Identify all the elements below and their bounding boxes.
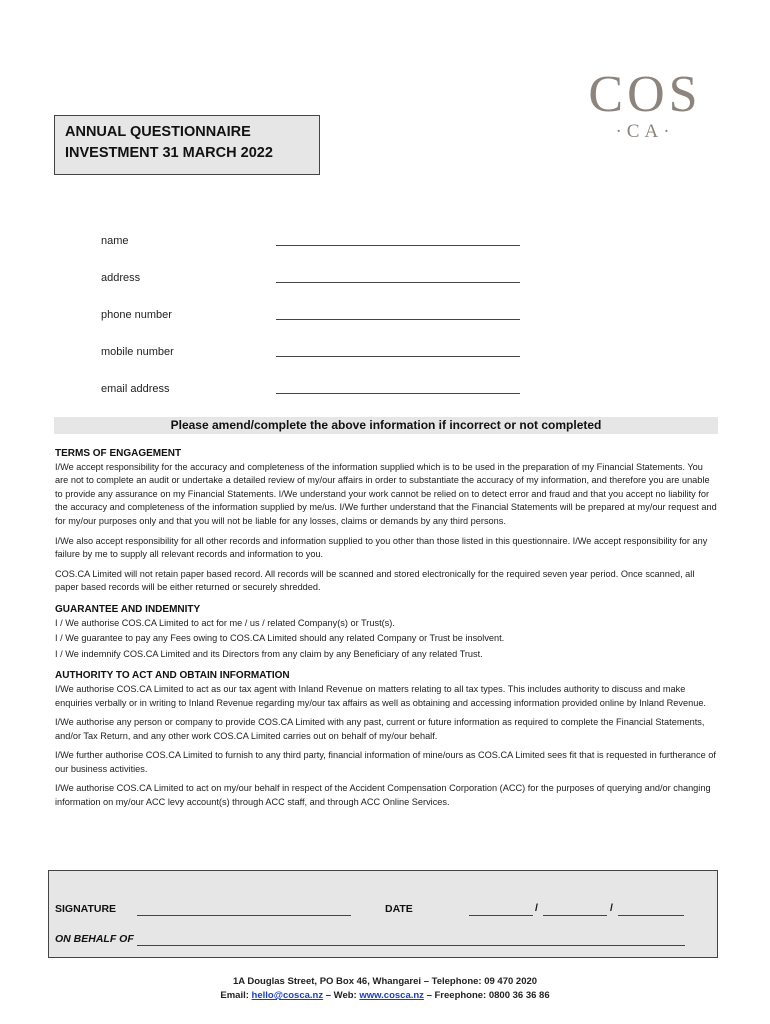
- email-label: email address: [101, 383, 170, 395]
- name-field[interactable]: [276, 245, 520, 246]
- terms-paragraph-3: COS.CA Limited will not retain paper based record. All records will be scanned and stored electronically for the required seven year period. Once scanned, all paper based records will be either returned or securely shredded.: [55, 568, 695, 593]
- mobile-label: mobile number: [101, 346, 174, 358]
- authority-paragraph-2: I/We authorise any person or company to provide COS.CA Limited with any past, current or future information as required to complete the Financial Statements, and/or Tax Return, and any other work COS.CA Limited carries out on behalf of my/our behalf.: [55, 717, 705, 741]
- authority-heading: AUTHORITY TO ACT AND OBTAIN INFORMATION: [55, 670, 290, 682]
- cosca-logo: [570, 68, 720, 158]
- title-line-1: ANNUAL QUESTIONNAIRE: [65, 124, 251, 140]
- guarantee-section: [55, 603, 717, 661]
- on-behalf-of-field[interactable]: [137, 945, 685, 946]
- date-day-field[interactable]: [469, 915, 533, 916]
- guarantee-line-2: I / We guarantee to pay any Fees owing to COS.CA Limited should any related Company or Trust be insolvent.: [55, 633, 505, 644]
- address-field[interactable]: [276, 282, 520, 283]
- address-label: address: [101, 272, 141, 284]
- on-behalf-of-label: ON BEHALF OF: [55, 933, 134, 945]
- phone-label: phone number: [101, 309, 172, 321]
- footer-email-prefix: Email:: [220, 990, 252, 1001]
- document-title-box: [54, 115, 320, 175]
- guarantee-heading: GUARANTEE AND INDEMNITY: [55, 603, 201, 615]
- logo-main-text: COS: [588, 66, 702, 123]
- terms-paragraph-1: I/We accept responsibility for the accuracy and completeness of the information supplied which is to be used in the preparation of my Financial Statements. You are not to complete an audit or undertake a detailed review of my/our affairs in order to substantiate the accuracy of my information, and therefore you are unable to provide any assurance on my Financial Statements. I/We understand your work cannot be relied on to detect error and fraud and that you accept no liability for the accuracy and completeness of the information supplied by me/us. I/We further understand that the Financial Statements will be prepared at my/our request and for my/our purposes only and that you will not be liable for any losses, claims or demands by any third persons.: [55, 461, 717, 526]
- date-year-field[interactable]: [618, 915, 684, 916]
- signature-field[interactable]: [137, 915, 351, 916]
- footer-freephone: – Freephone: 0800 36 36 86: [423, 990, 550, 1001]
- signature-box: [48, 870, 718, 958]
- footer-address: 1A Douglas Street, PO Box 46, Whangarei – Telephone: 09 470 2020: [232, 976, 538, 987]
- signature-label: SIGNATURE: [55, 903, 117, 915]
- email-field[interactable]: [276, 393, 520, 394]
- logo-sub-text: ·CA·: [615, 121, 675, 142]
- authority-paragraph-3: I/We further authorise COS.CA Limited to furnish to any third party, financial information of mine/ours as COS.CA Limited sees fit that is requested in furtherance of our business activities.: [55, 750, 716, 774]
- date-separator-2: /: [610, 902, 613, 914]
- guarantee-line-1: I / We authorise COS.CA Limited to act for me / us / related Company(s) or Trust(s).: [55, 617, 395, 628]
- date-label: DATE: [385, 903, 413, 915]
- mobile-field[interactable]: [276, 356, 520, 357]
- terms-section: [55, 447, 717, 816]
- amend-notice: Please amend/complete the above information if incorrect or not completed: [54, 417, 718, 434]
- terms-paragraph-2: I/We also accept responsibility for all other records and information supplied to you other than those listed in this questionnaire. I/We accept responsibility for any failure by me to supply all relevant records and information to you.: [55, 535, 708, 560]
- footer-contact: [0, 990, 770, 1001]
- footer-email-link[interactable]: hello@cosca.nz: [251, 990, 324, 1001]
- date-month-field[interactable]: [543, 915, 607, 916]
- footer-web-prefix: – Web:: [323, 990, 360, 1001]
- footer-web-link[interactable]: www.cosca.nz: [359, 990, 424, 1001]
- authority-section: [55, 669, 717, 809]
- name-label: name: [101, 235, 129, 247]
- phone-field[interactable]: [276, 319, 520, 320]
- title-line-2: INVESTMENT 31 MARCH 2022: [65, 145, 273, 161]
- guarantee-line-3: I / We indemnify COS.CA Limited and its Directors from any claim by any Beneficiary of any related Trust.: [55, 648, 483, 659]
- date-separator-1: /: [535, 902, 538, 914]
- terms-heading: TERMS OF ENGAGEMENT: [55, 448, 182, 459]
- authority-paragraph-4: I/We authorise COS.CA Limited to act on my/our behalf in respect of the Accident Compensation Corporation (ACC) for the purposes of querying and/or changing information on my/our ACC levy account(s) through ACC staff, and through ACC Online Services.: [55, 783, 711, 808]
- authority-paragraph-1: I/We authorise COS.CA Limited to act as our tax agent with Inland Revenue on matters relating to all tax types. This includes authority to discuss and make enquiries verbally or in writing to Inland Revenue regarding my/our tax affairs as well as obtaining and accessing information provided online by Inland Revenue.: [55, 683, 706, 708]
